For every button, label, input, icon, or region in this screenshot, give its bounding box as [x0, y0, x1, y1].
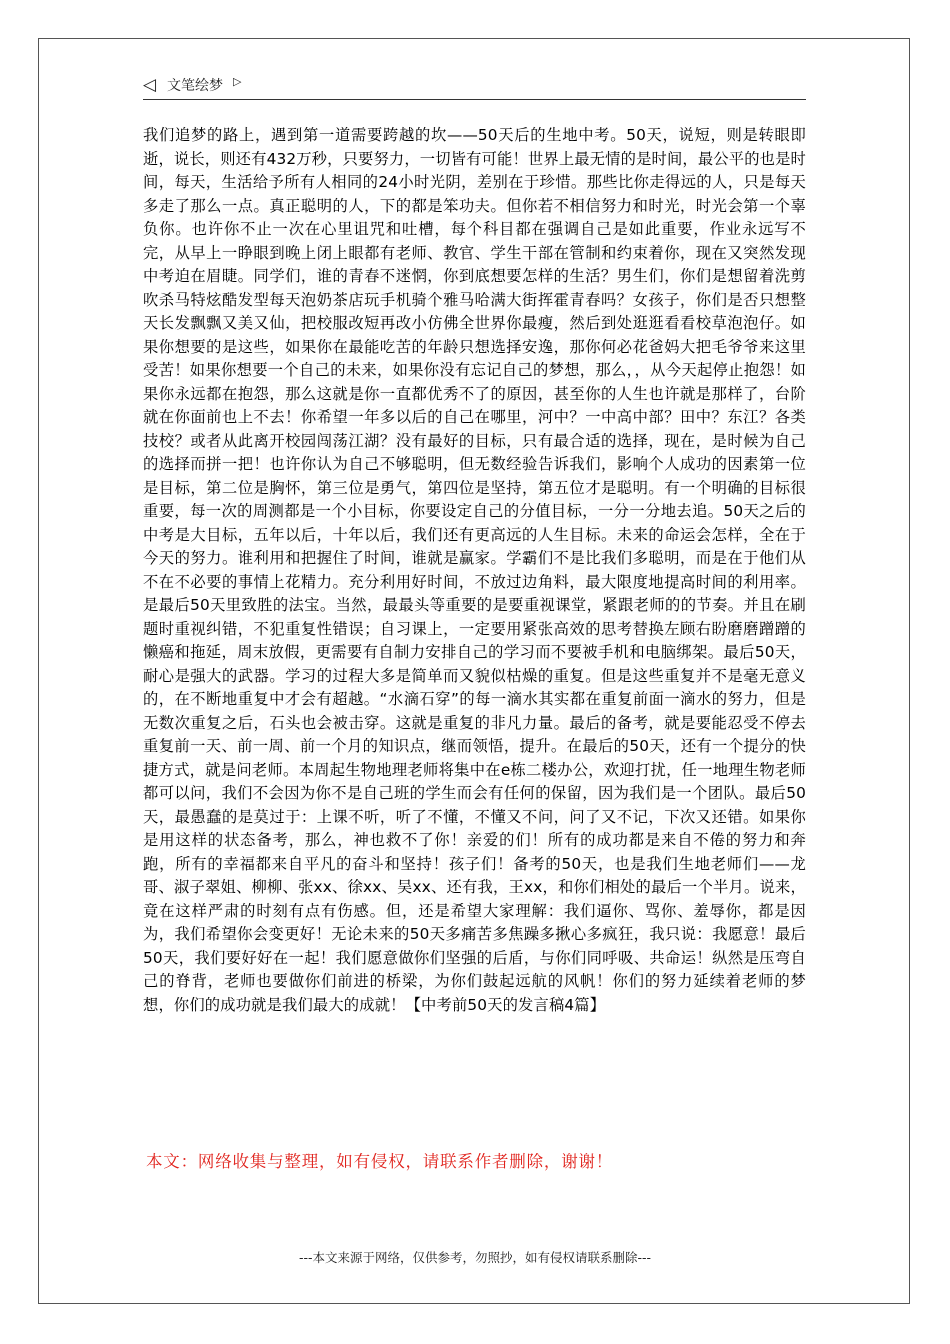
header-title: 文笔绘梦: [167, 78, 223, 94]
copyright-notice: 本文：网络收集与整理，如有侵权，请联系作者删除，谢谢！: [146, 1152, 614, 1171]
speech-body-text: 我们追梦的路上，遇到第一道需要跨越的坎——50天后的生地中考。50天，说短，则是转眼即逝，说长，则还有432万秒，只要努力，一切皆有可能！世界上最无情的是时间，最公平的也是时间，每天，生活给予所有人相同的24小时光阴，差别在于珍惜。那些比你走得远的人，只是每天多走了那么一点。真正聪明的人，下的都是笨功夫。但你若不相信努力和时光，时光会第一个辜负你。也许你不止一次在心里诅咒和吐槽，每个科目都在强调自己是如此重要，作业永远写不完，从早上一睁眼到晚上闭上眼都有老师、教官、学生干部在管制和约束着你，现在又突然发现中考迫在眉睫。同学们，谁的青春不迷惘，你到底想要怎样的生活？男生们，你们是想留着洗剪吹杀马特炫酷发型每天泡奶茶店玩手机骑个雅马哈满大街挥霍青春吗？女孩子，你们是否只想整天长发飘飘又美又仙，把校服改短再改小仿佛全世界你最瘦，然后到处逛逛看看校草泡泡仔。如果你想要的是这些，如果你在最能吃苦的年龄只想选择安逸，那你何必花爸妈大把毛爷爷来这里受苦！如果你想要一个自己的未来，如果你没有忘记自己的梦想，那么，，从今天起停止抱怨！如果你永远都在抱怨，那么这就是你一直都优秀不了的原因，甚至你的人生也许就是那样了，台阶就在你面前也上不去！你希望一年多以后的自己在哪里，河中？一中高中部？田中？东江？各类技校？或者从此离开校园闯荡江湖？没有最好的目标，只有最合适的选择，现在，是时候为自己的选择而拼一把！也许你认为自己不够聪明，但无数经验告诉我们，影响个人成功的因素第一位是目标，第二位是胸怀，第三位是勇气，第四位是坚持，第五位才是聪明。有一个明确的目标很重要，每一次的周测都是一个小目标，你要设定自己的分值目标，一分一分地去追。50天之后的中考是大目标，五年以后，十年以后，我们还有更高远的人生目标。未来的命运会怎样，全在于今天的努力。谁利用和把握住了时间，谁就是赢家。学霸们不是比我们多聪明，而是在于他们从不在不必要的事情上花精力。充分利用好时间，不放过边角料，最大限度地提高时间的利用率。是最后50天里致胜的法宝。当然，最最头等重要的是要重视课堂，紧跟老师的的节奏。并且在刷题时重视纠错，不犯重复性错误；自习课上，一定要用紧张高效的思考替换左顾右盼磨磨蹭蹭的懒癌和拖延，周末放假，更需要有自制力安排自己的学习而不要被手机和电脑绑架。最后50天，耐心是强大的武器。学习的过程大多是简单而又貌似枯燥的重复。但是这些重复并不是毫无意义的，在不断地重复中才会有超越。“水滴石穿”的每一滴水其实都在重复前面一滴水的努力，但是无数次重复之后，石头也会被击穿。这就是重复的非凡力量。最后的备考，就是要能忍受不停去重复前一天、前一周、前一个月的知识点，继而领悟，提升。在最后的50天，还有一个提分的快捷方式，就是问老师。本周起生物地理老师将集中在e栋二楼办公，欢迎打扰，任一地理生物老师都可以问，我们不会因为你不是自己班的学生而会有任何的保留，因为我们是一个团队。最后50天，最愚蠢的是莫过于：上课不听，听了不懂，不懂又不问，问了又不记，下次又还错。如果你是用这样的状态备考，那么，神也救不了你！亲爱的们！所有的成功都是来自不倦的努力和奔跑，所有的幸福都来自平凡的奋斗和坚持！孩子们！备考的50天，也是我们生地老师们——龙哥、淑子翠姐、柳柳、张xx、徐xx、吴xx、还有我，王xx，和你们相处的最后一个半月。说来，竟在这样严肃的时刻有点有伤感。但，还是希望大家理解：我们逼你、骂你、羞辱你，都是因为，我们希望你会变更好！无论未来的50天多痛苦多焦躁多揪心多疯狂，我只说：我愿意！最后50天，我们要好好在一起！我们愿意做你们坚强的后盾，与你们同呼吸、共命运！纵然是压弯自己的脊背，老师也要做你们前进的桥梁，为你们鼓起远航的风帆！你们的努力延续着老师的梦想，你们的成功就是我们最大的成就！【中考前50天的发言稿4篇】: [143, 126, 806, 1014]
page-header: [143, 73, 806, 100]
triangle-left-icon: ◁: [143, 75, 157, 95]
triangle-right-icon: ▷: [233, 75, 242, 88]
page-footer: ---本文来源于网络，仅供参考，勿照抄，如有侵权请联系删除---: [298, 1250, 652, 1265]
